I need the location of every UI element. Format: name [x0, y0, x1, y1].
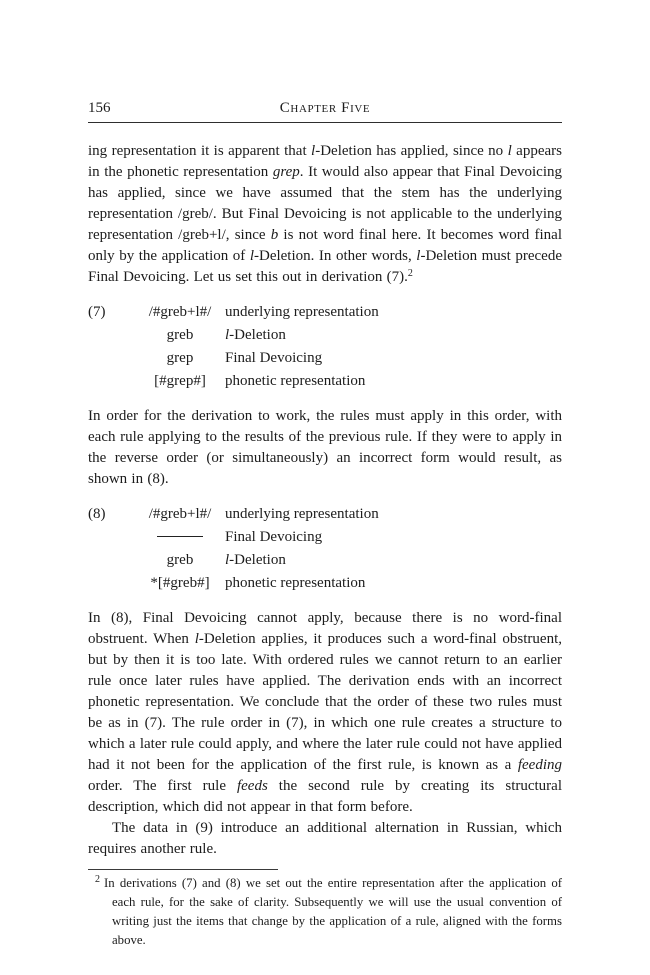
- footnote-text: In derivations (7) and (8) we set out the entire representation after the application of each rule, for the sake of clarity. Subsequently we will use the usual convention of writing just the items that change by the application of a rule, aligned with the forms above.: [104, 876, 562, 947]
- derivation-7: [88, 301, 562, 393]
- footnote-separator: [88, 869, 278, 870]
- text-column: [88, 100, 562, 950]
- paragraph-2: In order for the derivation to work, the rules must apply in this order, with each rule applying to the results of the previous rule. If they were to apply in the reverse order (or simultaneously) an incorrect form would result, as shown in (8).: [88, 408, 562, 487]
- gloss-cell: Final Devoicing: [225, 529, 323, 545]
- paragraph-1: ing representation it is apparent that l-Deletion has applied, since no l appears in the phonetic representation grep. It would also appear that Final Devoicing has applied, since we have assumed that the stem has the underlying representation /greb/. But Final Devoicing is not applicable to the underlying representation /greb+l/, since b is not word final here. It becomes word final only by the application of l-Deletion. In other words, l-Deletion must precede Final Devoicing. Let us set this out in derivation (7).$^2$: [88, 143, 563, 285]
- derivation-row: [88, 526, 562, 549]
- form-cell: [#grep#]: [154, 373, 206, 389]
- form-cell: grep: [166, 350, 194, 366]
- derivation-8: [88, 503, 562, 595]
- derivation-row: [88, 301, 562, 324]
- gloss-cell: l-Deletion: [225, 327, 286, 343]
- form-cell: greb: [166, 552, 194, 568]
- form-cell: greb: [166, 327, 194, 343]
- running-head-title: Chapter Five: [279, 100, 371, 116]
- gloss-cell: phonetic representation: [225, 373, 366, 389]
- footnote: [88, 874, 562, 950]
- gloss-cell: Final Devoicing: [225, 350, 323, 366]
- gloss-cell: underlying representation: [225, 506, 379, 522]
- form-cell: /#greb+l#/: [148, 304, 212, 320]
- form-cell-rule-dash: [135, 526, 225, 549]
- gloss-cell: l-Deletion: [225, 552, 286, 568]
- derivation-row: [88, 503, 562, 526]
- derivation-label: (8): [88, 506, 106, 522]
- paragraph-3: In (8), Final Devoicing cannot apply, because there is no word-final obstruent. When l-Deletion applies, it produces such a word-final obstruent, but by then it is too late. With ordered rules we cannot return to an earlier rule once later rules have applied. The derivation ends with an incorrect phonetic representation. We conclude that the order of these two rules must be as in (7). The rule order in (7), in which one rule creates a structure to which a later rule could apply, and where the later rule could not have applied had it not been for the application of the first rule, is known as a feeding order. The first rule feeds the second rule by creating its structural description, which did not appear in that form before.: [88, 610, 563, 815]
- footnote-marker: 2: [95, 874, 100, 885]
- derivation-row: [88, 549, 562, 572]
- paragraph-4: The data in (9) introduce an additional alternation in Russian, which requires another rule.: [88, 820, 562, 857]
- derivation-row: [88, 572, 562, 595]
- derivation-label: (7): [88, 304, 106, 320]
- derivation-row: [88, 324, 562, 347]
- derivation-row: [88, 347, 562, 370]
- form-cell: /#greb+l#/: [148, 506, 212, 522]
- page-number: 156: [88, 100, 111, 116]
- gloss-cell: phonetic representation: [225, 575, 366, 591]
- form-cell: *[#greb#]: [150, 575, 210, 591]
- gloss-cell: underlying representation: [225, 304, 379, 320]
- derivation-row: [88, 370, 562, 393]
- running-header: [88, 100, 562, 123]
